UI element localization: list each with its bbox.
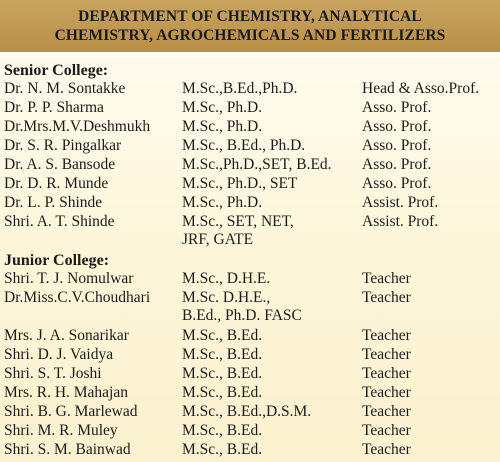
- staff-row: [0, 365, 500, 383]
- staff-row: [0, 194, 500, 212]
- staff-qualification: M.Sc., Ph.D.: [182, 194, 263, 211]
- staff-name: Dr. D. R. Munde: [4, 175, 109, 192]
- staff-name: Shri. A. T. Shinde: [4, 213, 115, 230]
- staff-designation: Teacher: [362, 384, 411, 401]
- department-title-line-2: CHEMISTRY, AGROCHEMICALS AND FERTILIZERS: [54, 27, 446, 44]
- staff-designation: Asso. Prof.: [362, 156, 432, 173]
- staff-name: Mrs. R. H. Mahajan: [4, 384, 128, 401]
- staff-qualification: M.Sc., Ph.D.: [182, 99, 263, 116]
- staff-row: [0, 175, 500, 193]
- staff-designation: Assist. Prof.: [362, 213, 439, 230]
- staff-name: Shri. S. M. Bainwad: [4, 441, 131, 458]
- staff-row: [0, 137, 500, 155]
- staff-name: Dr. A. S. Bansode: [4, 156, 116, 173]
- staff-designation: Asso. Prof.: [362, 118, 432, 135]
- staff-qualification: M.Sc., SET, NET,: [182, 213, 294, 230]
- staff-row: [0, 118, 500, 136]
- staff-designation: Teacher: [362, 403, 411, 420]
- staff-designation: Assist. Prof.: [362, 194, 439, 211]
- staff-name: Shri. S. T. Joshi: [4, 365, 102, 382]
- staff-row: [0, 289, 500, 307]
- staff-designation: Asso. Prof.: [362, 99, 432, 116]
- staff-qualification: M.Sc., B.Ed.: [182, 422, 263, 439]
- staff-name: Dr.Miss.C.V.Choudhari: [4, 289, 151, 306]
- staff-designation: Teacher: [362, 327, 411, 344]
- staff-row: [0, 346, 500, 364]
- staff-row: [0, 156, 500, 174]
- staff-name: Shri. D. J. Vaidya: [4, 346, 114, 363]
- staff-designation: Asso. Prof.: [362, 175, 432, 192]
- staff-designation: Teacher: [362, 346, 411, 363]
- staff-designation: Teacher: [362, 289, 411, 306]
- staff-name: Dr. L. P. Shinde: [4, 194, 103, 211]
- staff-row: [0, 99, 500, 117]
- staff-qualification: M.Sc.,B.Ed.,Ph.D.: [182, 80, 298, 97]
- staff-designation: Head & Asso.Prof.: [362, 80, 480, 97]
- staff-designation: Teacher: [362, 441, 411, 458]
- department-title-line-1: DEPARTMENT OF CHEMISTRY, ANALYTICAL: [78, 8, 422, 25]
- staff-qualification: M.Sc., B.Ed.: [182, 441, 263, 458]
- staff-name: Dr. P. P. Sharma: [4, 99, 104, 116]
- staff-qualification: M.Sc., B.Ed., Ph.D.: [182, 137, 306, 154]
- staff-row: [0, 384, 500, 402]
- staff-qualification: M.Sc., B.Ed.: [182, 327, 263, 344]
- staff-designation: Asso. Prof.: [362, 137, 432, 154]
- staff-row: [0, 422, 500, 440]
- staff-name: Mrs. J. A. Sonarikar: [4, 327, 129, 344]
- staff-row: [0, 213, 500, 231]
- staff-name: Shri. B. G. Marlewad: [4, 403, 138, 420]
- staff-qualification-continued: B.Ed., Ph.D. FASC: [182, 307, 302, 324]
- senior-college-heading: Senior College:: [4, 62, 109, 79]
- staff-designation: Teacher: [362, 422, 411, 439]
- staff-qualification: M.Sc., B.Ed.: [182, 346, 263, 363]
- staff-row: [0, 80, 500, 98]
- department-header: [0, 0, 500, 52]
- staff-name: Dr. N. M. Sontakke: [4, 80, 126, 97]
- staff-qualification: M.Sc., Ph.D., SET: [182, 175, 298, 192]
- staff-row: [0, 270, 500, 288]
- staff-row: [0, 327, 500, 345]
- staff-qualification: M.Sc., D.H.E.: [182, 270, 271, 287]
- staff-name: Dr.Mrs.M.V.Deshmukh: [4, 118, 151, 135]
- staff-row: [0, 403, 500, 421]
- staff-qualification: M.Sc. D.H.E.,: [182, 289, 271, 306]
- staff-qualification: M.Sc.,Ph.D.,SET, B.Ed.: [182, 156, 332, 173]
- staff-qualification: M.Sc., B.Ed.: [182, 365, 263, 382]
- staff-row: [0, 441, 500, 459]
- staff-name: Dr. S. R. Pingalkar: [4, 137, 122, 154]
- staff-name: Shri. M. R. Muley: [4, 422, 118, 439]
- staff-qualification: M.Sc., B.Ed.,D.S.M.: [182, 403, 312, 420]
- staff-designation: Teacher: [362, 270, 411, 287]
- staff-qualification-continued: JRF, GATE: [182, 231, 254, 248]
- junior-college-heading: Junior College:: [4, 252, 110, 269]
- staff-qualification: M.Sc., B.Ed.: [182, 384, 263, 401]
- staff-designation: Teacher: [362, 365, 411, 382]
- staff-qualification: M.Sc., Ph.D.: [182, 118, 263, 135]
- staff-name: Shri. T. J. Nomulwar: [4, 270, 134, 287]
